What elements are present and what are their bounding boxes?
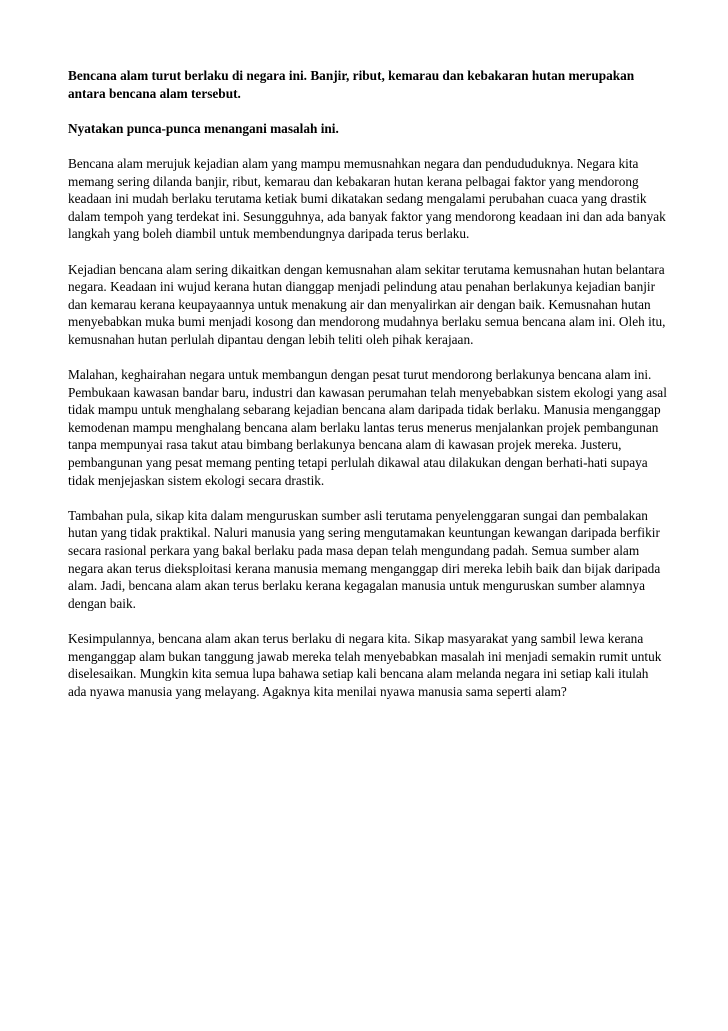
paragraph-body-3: Tambahan pula, sikap kita dalam menguruskan sumber asli terutama penyelenggaran sungai dan pembalakan hutan yang tidak praktikal. Naluri manusia yang sering mengutamakan keuntungan kewangan daripada berfikir secara rasional perkara yang bakal berlaku pada masa depan telah mengundang padah. Semua sumber alam negara akan terus dieksploitasi kerana manusia memang menganggap diri mereka lebih baik dan bijak daripada alam. Jadi, bencana alam akan terus berlaku kerana kegagalan manusia untuk menguruskan sumber alamnya dengan baik. (68, 507, 661, 611)
essay-instruction: Nyatakan punca-punca menangani masalah ini. (68, 120, 339, 136)
paragraph-conclusion: Kesimpulannya, bencana alam akan terus berlaku di negara kita. Sikap masyarakat yang sambil lewa kerana menganggap alam bukan tanggung jawab mereka telah menyebabkan masalah ini menjadi semakin rumit untuk diselesaikan. Mungkin kita semua lupa bahawa setiap kali bencana alam melanda negara ini setiap kali itulah ada nyawa manusia yang melayang. Agaknya kita menilai nyawa manusia sama seperti alam? (68, 631, 662, 699)
essay-question: Bencana alam turut berlaku di negara ini. Banjir, ribut, kemarau dan kebakaran hutan merupakan antara bencana alam tersebut. (68, 68, 635, 101)
paragraph-body-2: Malahan, keghairahan negara untuk membangun dengan pesat turut mendorong berlakunya bencana alam ini. Pembukaan kawasan bandar baru, industri dan kawasan perumahan telah menyebabkan sistem ekologi yang asal tidak mampu untuk menghalang sebarang kejadian bencana alam daripada tidak berlaku. Manusia menganggap kemodenan mampu menghalang bencana alam berlaku lantas terus menerus menjalankan projek pembangunan tanpa mempunyai rasa takut atau bimbang berlakunya bencana alam di kawasan projek mereka. Justeru, pembangunan yang pesat memang penting tetapi perlulah dikawal atau dilakukan dengan berhati-hati supaya tidak menjejaskan sistem ekologi secara drastik. (68, 367, 667, 488)
paragraph-introduction: Bencana alam merujuk kejadian alam yang mampu memusnahkan negara dan pendududuknya. Negara kita memang sering dilanda banjir, ribut, kemarau dan kebakaran hutan kerana pelbagai faktor yang mendorong keadaan ini mudah berlaku terutama ketiak bumi dikatakan sedang mengalami perubahan cuaca yang drastik dalam tempoh yang terdekat ini. Sesungguhnya, ada banyak faktor yang mendorong keadaan ini dan ada banyak langkah yang boleh diambil untuk membendungnya daripada terus berlaku. (68, 155, 666, 242)
paragraph-body-1: Kejadian bencana alam sering dikaitkan dengan kemusnahan alam sekitar terutama kemusnahan hutan belantara negara. Keadaan ini wujud kerana hutan dianggap menjadi pelindung atau penahan berlakunya kejadian banjir dan kemarau kerana keupayaannya untuk menakung air dan menyalirkan air dengan baik. Kemusnahan hutan menyebabkan muka bumi menjadi kosong dan mendorong mudahnya berlaku semua bencana alam ini. Oleh itu, kemusnahan hutan perlulah dipantau dengan lebih teliti oleh pihak kerajaan. (68, 261, 666, 347)
document-body (68, 67, 668, 718)
